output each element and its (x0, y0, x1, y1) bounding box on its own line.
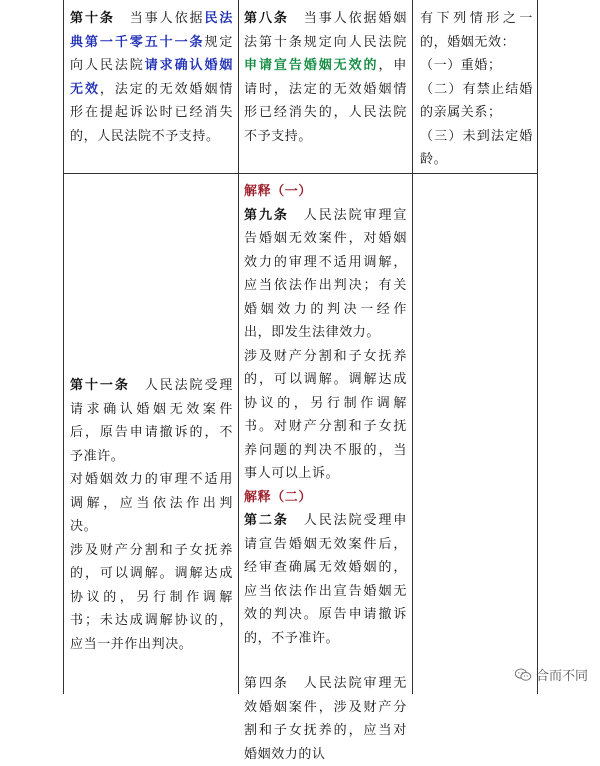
interpretation-1-heading: 解释（一） (244, 184, 313, 199)
interpretation-2-heading: 解释（二） (244, 489, 313, 505)
cell-interp-art8 (244, 7, 407, 148)
highlight-request-confirm-invalid: 请求确认婚姻无效 (70, 58, 233, 97)
spacer (244, 650, 407, 672)
wechat-icon (514, 668, 532, 682)
article-11-para-2: 对婚姻效力的审理不适用调解，应当依法作出判决。 (70, 472, 233, 534)
article-head: 第九条 (244, 207, 289, 223)
watermark-text: 合而不同 (535, 669, 588, 684)
comparison-table (63, 0, 538, 762)
article-11-para-3: 涉及财产分割和子女抚养的，可以调解。调解达成协议的，另行制作调解书；未达成调解协议的，应当一并作出判决。 (70, 542, 233, 652)
row-divider (64, 173, 537, 174)
article-head: 第十一条 (70, 378, 130, 393)
highlight-apply-declare-invalid: 申请宣告婚姻无效的 (244, 58, 379, 73)
cell-marriage-law-art10 (420, 7, 533, 172)
condition-2: （二）有禁止结婚的亲属关系； (420, 81, 533, 120)
column-divider (238, 0, 239, 694)
condition-3: （三）未到法定婚龄。 (420, 128, 533, 167)
article-9-para-2: 涉及财产分割和子女抚养的，可以调解。调解达成协议的，另行制作调解书。对财产分割和子女抚养问题的判决不服的，当事人可以上诉。 (244, 348, 407, 481)
article-2: 第二条 人民法院受理申请宣告婚姻无效案件后，经审查确属无效婚姻的，应当依法作出宣告婚姻无效的判决。原告申请撤诉的，不予准许。 (244, 513, 407, 646)
article-9: 第九条 人民法院审理宣告婚姻无效案件，对婚姻效力的审理不适用调解，应当依法作出判决；有关婚姻效力的判决一经作出，即发生法律效力。 (244, 207, 407, 340)
condition-1: （一）重婚； (420, 58, 502, 73)
cell-civil-code-art11 (70, 374, 233, 656)
highlight-civil-code-ref: 民法典第一千零五十一条 (70, 11, 233, 50)
article-head: 第二条 (244, 513, 289, 528)
article-4: 第四条 人民法院审理无效婚姻案件，涉及财产分割和子女抚养的，应当对婚姻效力的认 (244, 676, 407, 762)
column-divider (412, 0, 413, 694)
article-11: 第十一条 人民法院受理请求确认婚姻无效案件后，原告申请撤诉的，不予准许。 (70, 378, 234, 464)
invalid-conditions-intro: 有下列情形之一的，婚姻无效： (420, 11, 533, 50)
cell-interpretations (244, 180, 407, 766)
article-10: 第十条 当事人依据民法典第一千零五十一条规定向人民法院请求确认婚姻无效，法定的无效婚姻情形在提起诉讼时已经消失的，人民法院不予支持。 (70, 11, 234, 144)
article-head: 第十条 (70, 11, 115, 26)
article-head: 第八条 (244, 11, 289, 26)
cell-civil-code-art10 (70, 7, 233, 148)
watermark (514, 665, 588, 684)
article-8: 第八条 当事人依据婚姻法第十条规定向人民法院申请宣告婚姻无效的，申请时，法定的无效婚姻情形已经消失的，人民法院不予支持。 (244, 11, 407, 144)
